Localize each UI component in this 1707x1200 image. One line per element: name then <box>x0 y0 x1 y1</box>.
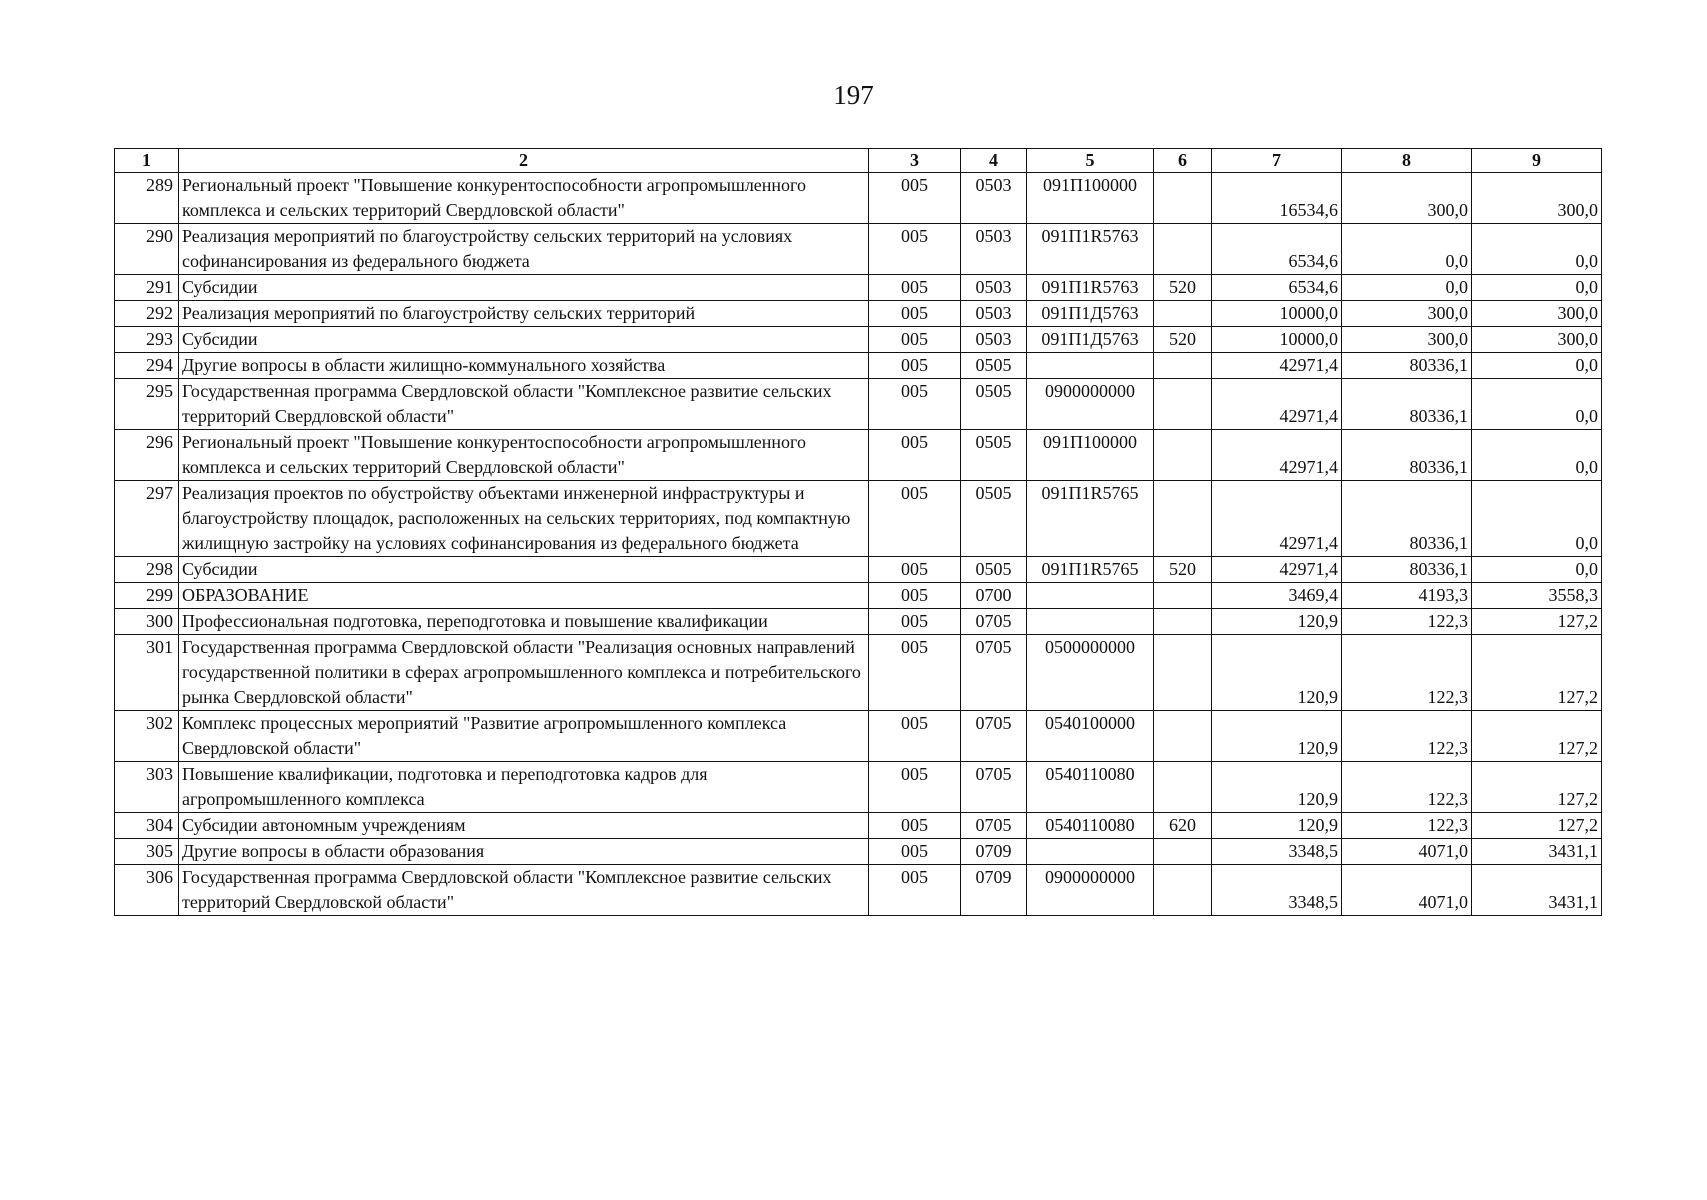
item-name-cell: Другие вопросы в области жилищно-коммунального хозяйства <box>179 353 869 379</box>
item-name-cell: Профессиональная подготовка, переподготовка и повышение квалификации <box>179 609 869 635</box>
table-row <box>115 173 1602 224</box>
expense-type-cell <box>1154 430 1212 481</box>
expense-type-cell <box>1154 379 1212 430</box>
section-code-cell: 0503 <box>961 301 1027 327</box>
target-code-cell: 0500000000 <box>1027 635 1154 711</box>
item-name-cell: Комплекс процессных мероприятий "Развитие агропромышленного комплекса Свердловской области" <box>179 711 869 762</box>
expense-type-cell <box>1154 839 1212 865</box>
amount-col9-cell: 0,0 <box>1472 481 1602 557</box>
amount-col7-cell: 3348,5 <box>1212 865 1342 916</box>
column-header: 4 <box>961 149 1027 173</box>
expense-type-cell <box>1154 635 1212 711</box>
ministry-code-cell: 005 <box>869 762 961 813</box>
ministry-code-cell: 005 <box>869 430 961 481</box>
amount-col9-cell: 127,2 <box>1472 635 1602 711</box>
target-code-cell: 091П1Д5763 <box>1027 327 1154 353</box>
table-row <box>115 430 1602 481</box>
table-row <box>115 481 1602 557</box>
section-code-cell: 0505 <box>961 557 1027 583</box>
amount-col8-cell: 122,3 <box>1342 609 1472 635</box>
amount-col9-cell: 0,0 <box>1472 224 1602 275</box>
ministry-code-cell: 005 <box>869 379 961 430</box>
target-code-cell: 0540100000 <box>1027 711 1154 762</box>
item-name-cell: Реализация мероприятий по благоустройству сельских территорий на условиях софинансирования из федерального бюджета <box>179 224 869 275</box>
section-code-cell: 0705 <box>961 762 1027 813</box>
row-number-cell: 299 <box>115 583 179 609</box>
target-code-cell: 091П1Д5763 <box>1027 301 1154 327</box>
column-header: 5 <box>1027 149 1154 173</box>
column-header: 8 <box>1342 149 1472 173</box>
page-number: 197 <box>833 80 874 110</box>
row-number-cell: 304 <box>115 813 179 839</box>
row-number-cell: 298 <box>115 557 179 583</box>
column-header: 3 <box>869 149 961 173</box>
amount-col7-cell: 42971,4 <box>1212 557 1342 583</box>
amount-col8-cell: 300,0 <box>1342 327 1472 353</box>
ministry-code-cell: 005 <box>869 839 961 865</box>
ministry-code-cell: 005 <box>869 353 961 379</box>
item-name-cell: Государственная программа Свердловской области "Комплексное развитие сельских территорий Свердловской области" <box>179 865 869 916</box>
item-name-cell: Субсидии <box>179 557 869 583</box>
amount-col8-cell: 122,3 <box>1342 635 1472 711</box>
amount-col9-cell: 0,0 <box>1472 379 1602 430</box>
ministry-code-cell: 005 <box>869 635 961 711</box>
table-row <box>115 557 1602 583</box>
item-name-cell: Субсидии <box>179 275 869 301</box>
ministry-code-cell: 005 <box>869 557 961 583</box>
item-name-cell: Государственная программа Свердловской области "Комплексное развитие сельских территорий Свердловской области" <box>179 379 869 430</box>
target-code-cell: 091П100000 <box>1027 173 1154 224</box>
amount-col8-cell: 300,0 <box>1342 301 1472 327</box>
amount-col7-cell: 120,9 <box>1212 711 1342 762</box>
table-row <box>115 609 1602 635</box>
ministry-code-cell: 005 <box>869 583 961 609</box>
amount-col8-cell: 122,3 <box>1342 762 1472 813</box>
amount-col7-cell: 42971,4 <box>1212 353 1342 379</box>
amount-col8-cell: 122,3 <box>1342 711 1472 762</box>
amount-col7-cell: 10000,0 <box>1212 327 1342 353</box>
row-number-cell: 297 <box>115 481 179 557</box>
expense-type-cell: 520 <box>1154 557 1212 583</box>
column-header: 7 <box>1212 149 1342 173</box>
section-code-cell: 0505 <box>961 353 1027 379</box>
item-name-cell: Региональный проект "Повышение конкурентоспособности агропромышленного комплекса и сельских территорий Свердловской области" <box>179 430 869 481</box>
row-number-cell: 291 <box>115 275 179 301</box>
target-code-cell <box>1027 609 1154 635</box>
amount-col8-cell: 80336,1 <box>1342 353 1472 379</box>
item-name-cell: Государственная программа Свердловской области "Реализация основных направлений государственной политики в сферах агропромышленного комплекса и потребительского рынка Свердловской области" <box>179 635 869 711</box>
target-code-cell <box>1027 839 1154 865</box>
item-name-cell: Повышение квалификации, подготовка и переподготовка кадров для агропромышленного комплекса <box>179 762 869 813</box>
column-header: 6 <box>1154 149 1212 173</box>
row-number-cell: 292 <box>115 301 179 327</box>
expense-type-cell <box>1154 173 1212 224</box>
table-row <box>115 224 1602 275</box>
section-code-cell: 0700 <box>961 583 1027 609</box>
section-code-cell: 0709 <box>961 865 1027 916</box>
amount-col8-cell: 80336,1 <box>1342 481 1472 557</box>
expense-type-cell <box>1154 481 1212 557</box>
ministry-code-cell: 005 <box>869 275 961 301</box>
amount-col9-cell: 300,0 <box>1472 173 1602 224</box>
amount-col8-cell: 4193,3 <box>1342 583 1472 609</box>
amount-col9-cell: 0,0 <box>1472 353 1602 379</box>
section-code-cell: 0705 <box>961 813 1027 839</box>
amount-col7-cell: 16534,6 <box>1212 173 1342 224</box>
amount-col7-cell: 10000,0 <box>1212 301 1342 327</box>
amount-col8-cell: 4071,0 <box>1342 839 1472 865</box>
amount-col9-cell: 3558,3 <box>1472 583 1602 609</box>
row-number-cell: 293 <box>115 327 179 353</box>
table-row <box>115 301 1602 327</box>
amount-col9-cell: 127,2 <box>1472 609 1602 635</box>
row-number-cell: 294 <box>115 353 179 379</box>
target-code-cell: 0540110080 <box>1027 762 1154 813</box>
amount-col9-cell: 0,0 <box>1472 275 1602 301</box>
item-name-cell: Другие вопросы в области образования <box>179 839 869 865</box>
item-name-cell: Региональный проект "Повышение конкурентоспособности агропромышленного комплекса и сельских территорий Свердловской области" <box>179 173 869 224</box>
ministry-code-cell: 005 <box>869 327 961 353</box>
expense-type-cell <box>1154 353 1212 379</box>
amount-col7-cell: 3348,5 <box>1212 839 1342 865</box>
ministry-code-cell: 005 <box>869 813 961 839</box>
expense-type-cell <box>1154 583 1212 609</box>
target-code-cell: 0540110080 <box>1027 813 1154 839</box>
amount-col9-cell: 3431,1 <box>1472 839 1602 865</box>
row-number-cell: 302 <box>115 711 179 762</box>
row-number-cell: 301 <box>115 635 179 711</box>
target-code-cell <box>1027 583 1154 609</box>
amount-col7-cell: 42971,4 <box>1212 379 1342 430</box>
target-code-cell: 0900000000 <box>1027 865 1154 916</box>
expense-type-cell <box>1154 224 1212 275</box>
amount-col9-cell: 127,2 <box>1472 813 1602 839</box>
row-number-cell: 300 <box>115 609 179 635</box>
amount-col7-cell: 120,9 <box>1212 762 1342 813</box>
ministry-code-cell: 005 <box>869 301 961 327</box>
row-number-cell: 290 <box>115 224 179 275</box>
table-row <box>115 635 1602 711</box>
target-code-cell: 091П100000 <box>1027 430 1154 481</box>
expense-type-cell <box>1154 711 1212 762</box>
amount-col9-cell: 127,2 <box>1472 711 1602 762</box>
amount-col7-cell: 120,9 <box>1212 813 1342 839</box>
item-name-cell: ОБРАЗОВАНИЕ <box>179 583 869 609</box>
budget-table <box>114 148 1602 916</box>
target-code-cell: 091П1R5765 <box>1027 557 1154 583</box>
ministry-code-cell: 005 <box>869 481 961 557</box>
ministry-code-cell: 005 <box>869 173 961 224</box>
table-row <box>115 353 1602 379</box>
amount-col7-cell: 6534,6 <box>1212 224 1342 275</box>
target-code-cell <box>1027 353 1154 379</box>
ministry-code-cell: 005 <box>869 711 961 762</box>
table-row <box>115 583 1602 609</box>
ministry-code-cell: 005 <box>869 609 961 635</box>
amount-col7-cell: 120,9 <box>1212 635 1342 711</box>
table-row <box>115 711 1602 762</box>
row-number-cell: 306 <box>115 865 179 916</box>
header-row <box>115 149 1602 173</box>
target-code-cell: 091П1R5763 <box>1027 275 1154 301</box>
section-code-cell: 0505 <box>961 481 1027 557</box>
section-code-cell: 0503 <box>961 327 1027 353</box>
amount-col8-cell: 122,3 <box>1342 813 1472 839</box>
expense-type-cell: 520 <box>1154 275 1212 301</box>
amount-col8-cell: 80336,1 <box>1342 379 1472 430</box>
section-code-cell: 0705 <box>961 711 1027 762</box>
target-code-cell: 091П1R5765 <box>1027 481 1154 557</box>
row-number-cell: 303 <box>115 762 179 813</box>
expense-type-cell <box>1154 762 1212 813</box>
amount-col9-cell: 0,0 <box>1472 430 1602 481</box>
amount-col8-cell: 0,0 <box>1342 275 1472 301</box>
section-code-cell: 0503 <box>961 173 1027 224</box>
section-code-cell: 0709 <box>961 839 1027 865</box>
item-name-cell: Субсидии автономным учреждениям <box>179 813 869 839</box>
table-body <box>115 173 1602 916</box>
row-number-cell: 296 <box>115 430 179 481</box>
table-row <box>115 813 1602 839</box>
amount-col8-cell: 300,0 <box>1342 173 1472 224</box>
expense-type-cell: 520 <box>1154 327 1212 353</box>
amount-col7-cell: 6534,6 <box>1212 275 1342 301</box>
amount-col9-cell: 3431,1 <box>1472 865 1602 916</box>
row-number-cell: 305 <box>115 839 179 865</box>
section-code-cell: 0705 <box>961 635 1027 711</box>
amount-col8-cell: 0,0 <box>1342 224 1472 275</box>
item-name-cell: Субсидии <box>179 327 869 353</box>
table-row <box>115 275 1602 301</box>
amount-col8-cell: 80336,1 <box>1342 430 1472 481</box>
amount-col7-cell: 3469,4 <box>1212 583 1342 609</box>
row-number-cell: 295 <box>115 379 179 430</box>
amount-col9-cell: 0,0 <box>1472 557 1602 583</box>
amount-col7-cell: 42971,4 <box>1212 430 1342 481</box>
section-code-cell: 0505 <box>961 379 1027 430</box>
target-code-cell: 091П1R5763 <box>1027 224 1154 275</box>
column-header: 9 <box>1472 149 1602 173</box>
table-row <box>115 865 1602 916</box>
item-name-cell: Реализация мероприятий по благоустройству сельских территорий <box>179 301 869 327</box>
amount-col9-cell: 300,0 <box>1472 327 1602 353</box>
amount-col9-cell: 300,0 <box>1472 301 1602 327</box>
amount-col7-cell: 42971,4 <box>1212 481 1342 557</box>
amount-col8-cell: 4071,0 <box>1342 865 1472 916</box>
ministry-code-cell: 005 <box>869 865 961 916</box>
ministry-code-cell: 005 <box>869 224 961 275</box>
expense-type-cell <box>1154 609 1212 635</box>
amount-col8-cell: 80336,1 <box>1342 557 1472 583</box>
table-row <box>115 839 1602 865</box>
expense-type-cell <box>1154 865 1212 916</box>
item-name-cell: Реализация проектов по обустройству объектами инженерной инфраструктуры и благоустройству площадок, расположенных на сельских территориях, под компактную жилищную застройку на условиях софинансирования из федерального бюджета <box>179 481 869 557</box>
section-code-cell: 0503 <box>961 224 1027 275</box>
section-code-cell: 0505 <box>961 430 1027 481</box>
section-code-cell: 0705 <box>961 609 1027 635</box>
table-row <box>115 327 1602 353</box>
column-header: 1 <box>115 149 179 173</box>
expense-type-cell: 620 <box>1154 813 1212 839</box>
amount-col9-cell: 127,2 <box>1472 762 1602 813</box>
target-code-cell: 0900000000 <box>1027 379 1154 430</box>
column-header: 2 <box>179 149 869 173</box>
table-row <box>115 379 1602 430</box>
row-number-cell: 289 <box>115 173 179 224</box>
table-row <box>115 762 1602 813</box>
amount-col7-cell: 120,9 <box>1212 609 1342 635</box>
expense-type-cell <box>1154 301 1212 327</box>
section-code-cell: 0503 <box>961 275 1027 301</box>
